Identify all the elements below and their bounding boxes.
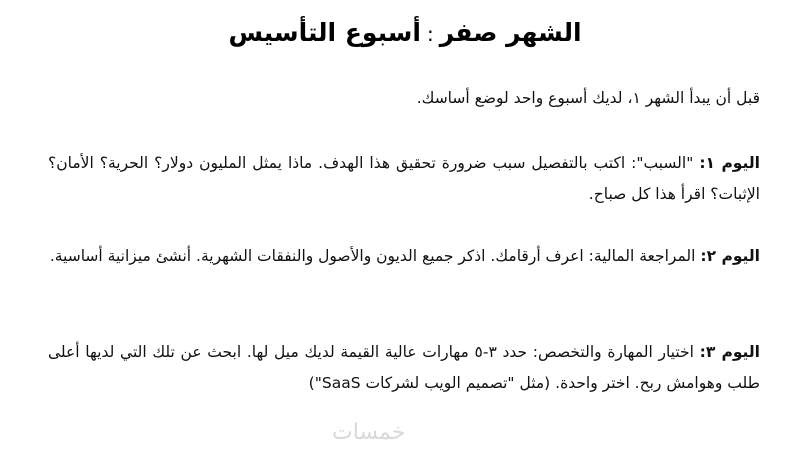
day-2-paragraph [48,241,760,272]
day-1-text: "السبب": اكتب بالتفصيل سبب ضرورة تحقيق هذا الهدف. ماذا يمثل المليون دولار؟ الحرية؟ الأمان؟ الإثبات؟ اقرأ هذا كل صباح. [48,154,760,203]
day-3-label: اليوم ٣: [699,343,760,361]
day-1-paragraph [48,148,760,210]
intro-paragraph: قبل أن يبدأ الشهر ١، لديك أسبوع واحد لوضع أساسك. [416,89,760,107]
title-sub: أسبوع التأسيس [228,18,421,47]
day-1-label: اليوم ١: [699,154,760,172]
title-separator: : [426,22,434,46]
day-2-label: اليوم ٢: [700,247,760,265]
watermark-logo: خمسات [332,420,406,445]
page-title [0,14,810,53]
day-2-text: المراجعة المالية: اعرف أرقامك. اذكر جميع الديون والأصول والنفقات الشهرية. أنشئ ميزانية أساسية. [49,247,696,265]
title-main: الشهر صفر [439,18,582,47]
day-3-text: اختيار المهارة والتخصص: حدد ٣-٥ مهارات عالية القيمة لديك ميل لها. ابحث عن تلك التي لديها أعلى طلب وهوامش ربح. اختر واحدة. (مثل "تصميم الويب لشركات SaaS") [48,343,760,392]
day-3-paragraph [48,337,760,399]
